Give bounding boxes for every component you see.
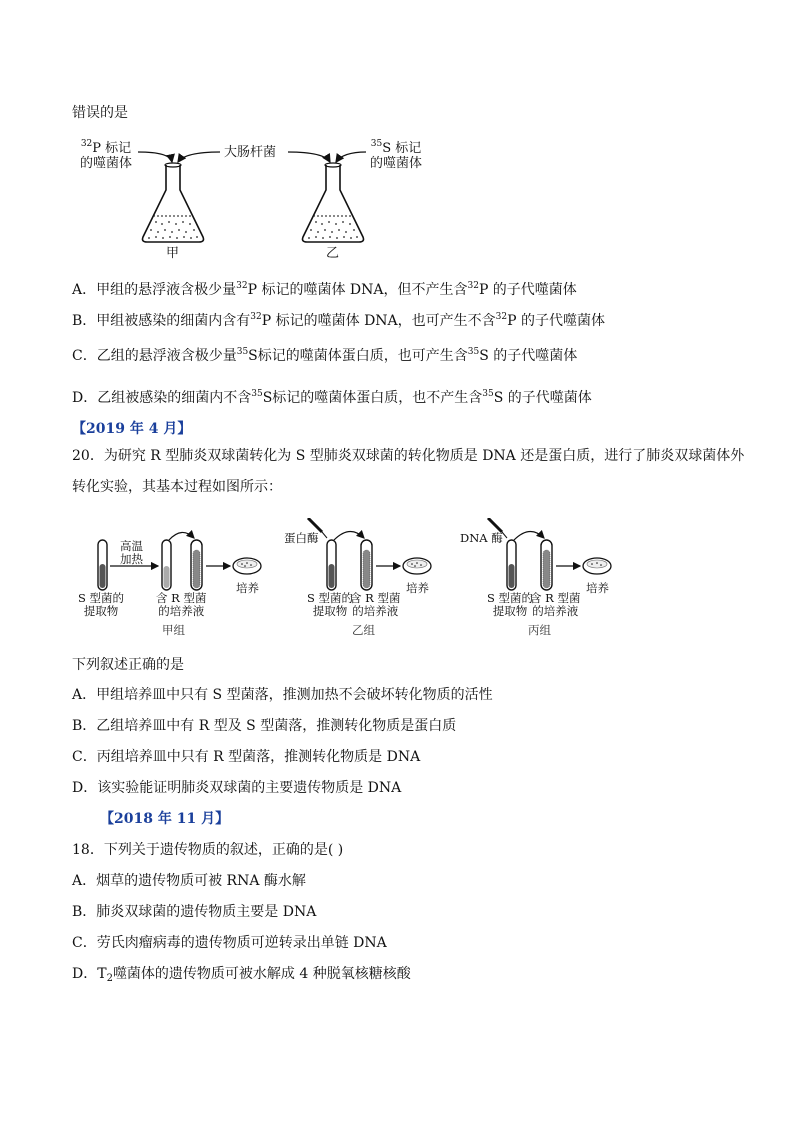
q19-option-c: C．乙组的悬浮液含极少量$^{35}$S标记的噬菌体蛋白质，也可产生含$^{35}$S 的子代噬菌体: [72, 347, 578, 364]
q19-option-b: B．甲组被感染的细菌内含有$^{32}$P 标记的噬菌体 DNA，也可产生不含$^{32}$P 的子代噬菌体: [72, 312, 605, 329]
q19-stem-end: 错误的是: [72, 105, 128, 121]
arrow-ecoli-to-flask-a: [178, 152, 220, 162]
phage-flask-figure: [70, 138, 450, 268]
group-b-r-culture: 含 R 型菌 的培养液: [350, 591, 401, 618]
group-b-apparatus: [308, 518, 431, 590]
p32-label: $^{32}$P 标记 的噬菌体: [80, 139, 133, 171]
q18-stem: 18．下列关于遗传物质的叙述，正确的是( ): [72, 842, 344, 858]
group-b-label: 乙组: [352, 623, 375, 637]
transformation-experiment-figure: [70, 518, 650, 643]
q20-option-c: C．丙组培养皿中只有 R 型菌落，推测转化物质是 DNA: [72, 749, 421, 765]
arrow-s35-to-flask: [336, 152, 366, 162]
q20-stem-line1: 20．为研究 R 型肺炎双球菌转化为 S 型肺炎双球菌的转化物质是 DNA 还是蛋白质，进行了肺炎双球菌体外: [72, 448, 745, 464]
group-c-r-culture: 含 R 型菌 的培养液: [530, 591, 581, 618]
q18-option-c: C．劳氏肉瘤病毒的遗传物质可逆转录出单链 DNA: [72, 935, 387, 951]
group-c-culture: 培养: [586, 581, 609, 595]
flask-b: [303, 163, 364, 242]
flask-diagram: [70, 138, 450, 268]
dnase-label: DNA 酶: [460, 531, 503, 545]
q18-option-a: A．烟草的遗传物质可被 RNA 酶水解: [72, 873, 306, 889]
ecoli-label: 大肠杆菌: [224, 145, 277, 160]
protease-label: 蛋白酶: [284, 531, 319, 545]
q20-question: 下列叙述正确的是: [72, 657, 184, 673]
q20-option-a: A．甲组培养皿中只有 S 型菌落，推测加热不会破坏转化物质的活性: [72, 687, 493, 703]
group-c-label: 丙组: [528, 623, 551, 637]
flask-b-label: 乙: [326, 246, 340, 261]
section-heading-2019: 【2019 年 4 月】: [72, 421, 192, 437]
q18-option-d: D．$T_2$噬菌体的遗传物质可被水解成 4 种脱氧核糖核酸: [72, 966, 411, 984]
s35-label: $^{35}$S 标记 的噬菌体: [370, 139, 423, 171]
group-b-culture: 培养: [406, 581, 429, 595]
group-a-culture: 培养: [236, 581, 259, 595]
group-c-s-extract: S 型菌的 提取物: [487, 591, 534, 618]
arrow-ecoli-to-flask-b: [288, 152, 330, 162]
group-a-label: 甲组: [162, 623, 185, 637]
high-temp-label: 高温 加热: [120, 539, 143, 566]
section-heading-2018: 【2018 年 11 月】: [100, 811, 230, 827]
q20-option-d: D．该实验能证明肺炎双球菌的主要遗传物质是 DNA: [72, 780, 402, 796]
q19-option-a: A．甲组的悬浮液含极少量$^{32}$P 标记的噬菌体 DNA，但不产生含$^{32}$P 的子代噬菌体: [72, 281, 577, 298]
arrow-p32-to-flask: [138, 152, 172, 162]
group-a-s-extract: S 型菌的 提取物: [78, 591, 125, 618]
q18-option-b: B．肺炎双球菌的遗传物质主要是 DNA: [72, 904, 317, 920]
group-b-s-extract: S 型菌的 提取物: [307, 591, 354, 618]
q20-option-b: B．乙组培养皿中有 R 型及 S 型菌落，推测转化物质是蛋白质: [72, 718, 457, 734]
flask-a: [143, 163, 204, 242]
flask-a-label: 甲: [166, 246, 180, 261]
q19-option-d: D．乙组被感染的细菌内不含$^{35}$S标记的噬菌体蛋白质，也不产生含$^{35}$S 的子代噬菌体: [72, 389, 592, 406]
q20-stem-line2: 转化实验，其基本过程如图所示：: [72, 479, 282, 495]
group-c-apparatus: [488, 518, 611, 590]
group-a-r-culture: 含 R 型菌 的培养液: [156, 591, 207, 618]
